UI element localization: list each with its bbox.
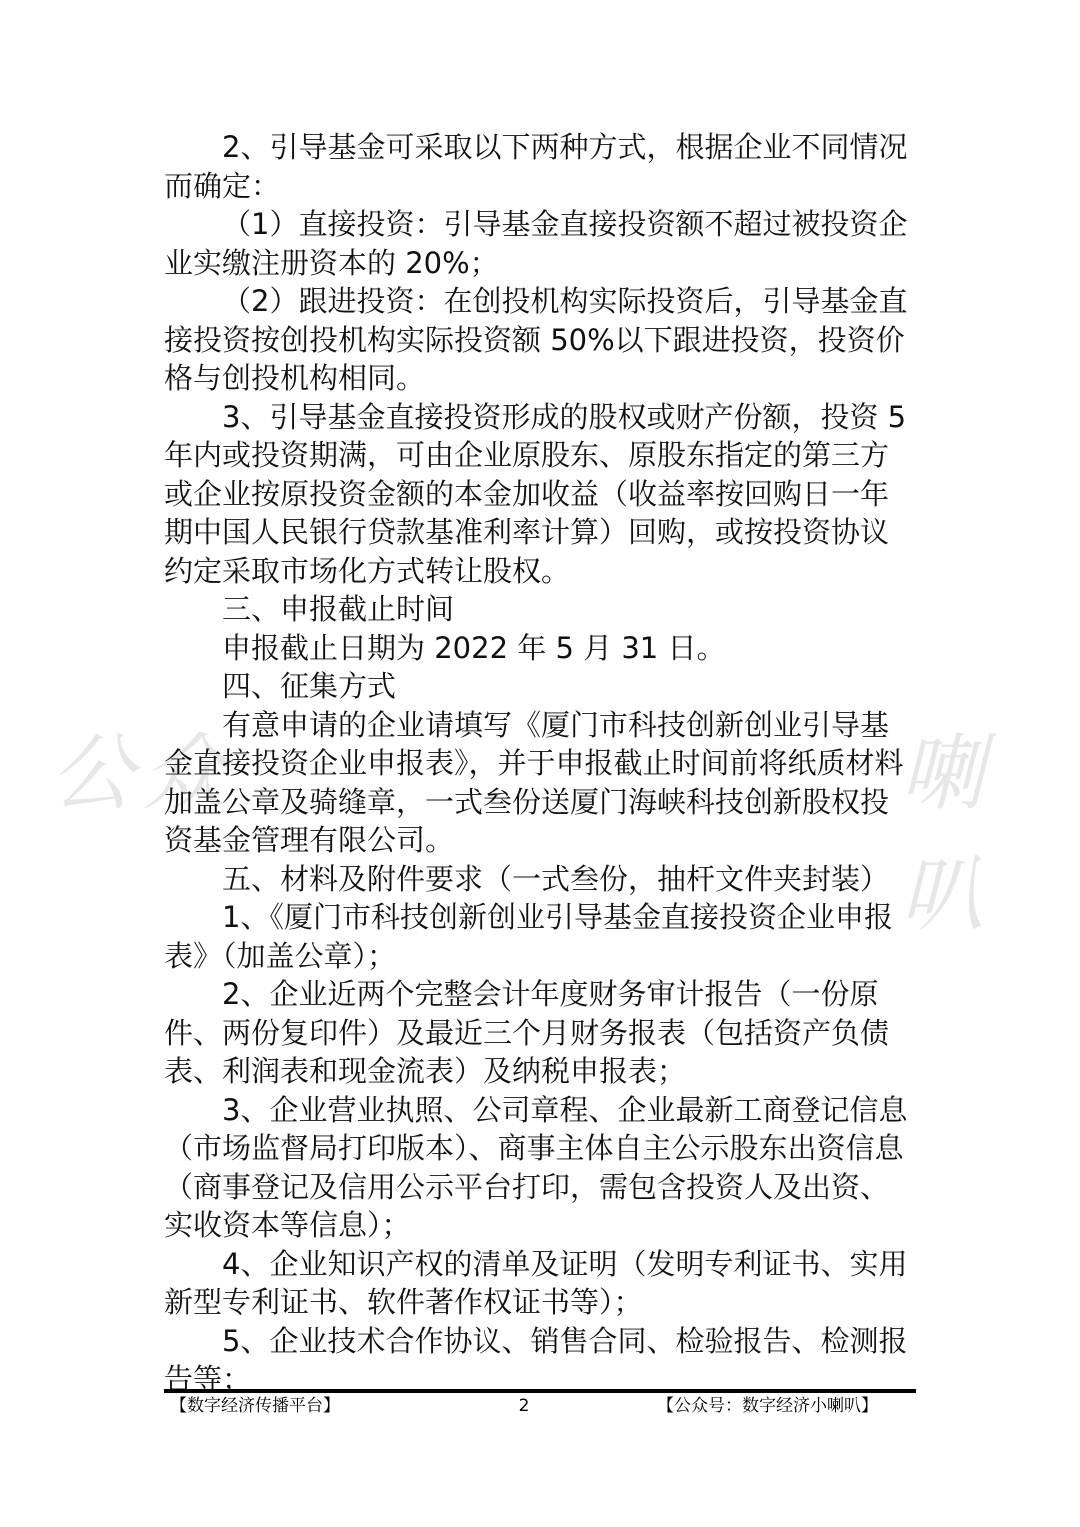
section-heading: 三、申报截止时间 [222, 592, 455, 626]
section-heading: 四、征集方式 [222, 669, 397, 703]
page-number: 2 [518, 1396, 530, 1416]
paragraph: （2）跟进投资：在创投机构实际投资后，引导基金直接投资按创投机构实际投资额 50%以下跟进投资，投资价格与创投机构相同。 [164, 284, 908, 395]
footer-divider [164, 1389, 916, 1393]
paragraph: （1）直接投资：引导基金直接投资额不超过被投资企业实缴注册资本的 20%； [164, 207, 908, 280]
footer-right-label: 【公众号：数字经济小喇叭】 [657, 1396, 878, 1416]
footer-left-label: 【数字经济传播平台】 [170, 1396, 340, 1416]
paragraph: 5、企业技术合作协议、销售合同、检验报告、检测报告等； [164, 1323, 908, 1396]
paragraph: 2、引导基金可采取以下两种方式，根据企业不同情况而确定： [164, 130, 908, 203]
watermark-right: 喇叭 [900, 724, 993, 943]
paragraph: 申报截止日期为 2022 年 5 月 31 日。 [222, 630, 726, 665]
paragraph: 4、企业知识产权的清单及证明（发明专利证书、实用新型专利证书、软件著作权证书等）； [164, 1246, 908, 1319]
watermark-left: 公众 [50, 724, 235, 822]
paragraph: 1、《厦门市科技创新创业引导基金直接投资企业申报表》（加盖公章）； [164, 900, 893, 973]
document-body [164, 128, 916, 1399]
paragraph: 3、引导基金直接投资形成的股权或财产份额，投资 5 年内或投资期满，可由企业原股东、原股东指定的第三方或企业按原投资金额的本金加收益（收益率按回购日一年期中国人民银行贷款基准利率计算）回购，或按投资协议约定采取市场化方式转让股权。 [164, 399, 916, 588]
section-heading: 五、材料及附件要求（一式叁份，抽杆文件夹封装） [222, 861, 890, 896]
paragraph: 3、企业营业执照、公司章程、企业最新工商登记信息（市场监督局打印版本）、商事主体自主公示股东出资信息（商事登记及信用公示平台打印，需包含投资人及出资、实收资本等信息）； [164, 1092, 908, 1242]
paragraph: 有意申请的企业请填写《厦门市科技创新创业引导基金直接投资企业申报表》，并于申报截止时间前将纸质材料加盖公章及骑缝章，一式叁份送厦门海峡科技创新股权投资基金管理有限公司。 [164, 707, 904, 857]
paragraph: 2、企业近两个完整会计年度财务审计报告（一份原件、两份复印件）及最近三个月财务报表（包括资产负债表、利润表和现金流表）及纳税申报表； [164, 977, 890, 1088]
